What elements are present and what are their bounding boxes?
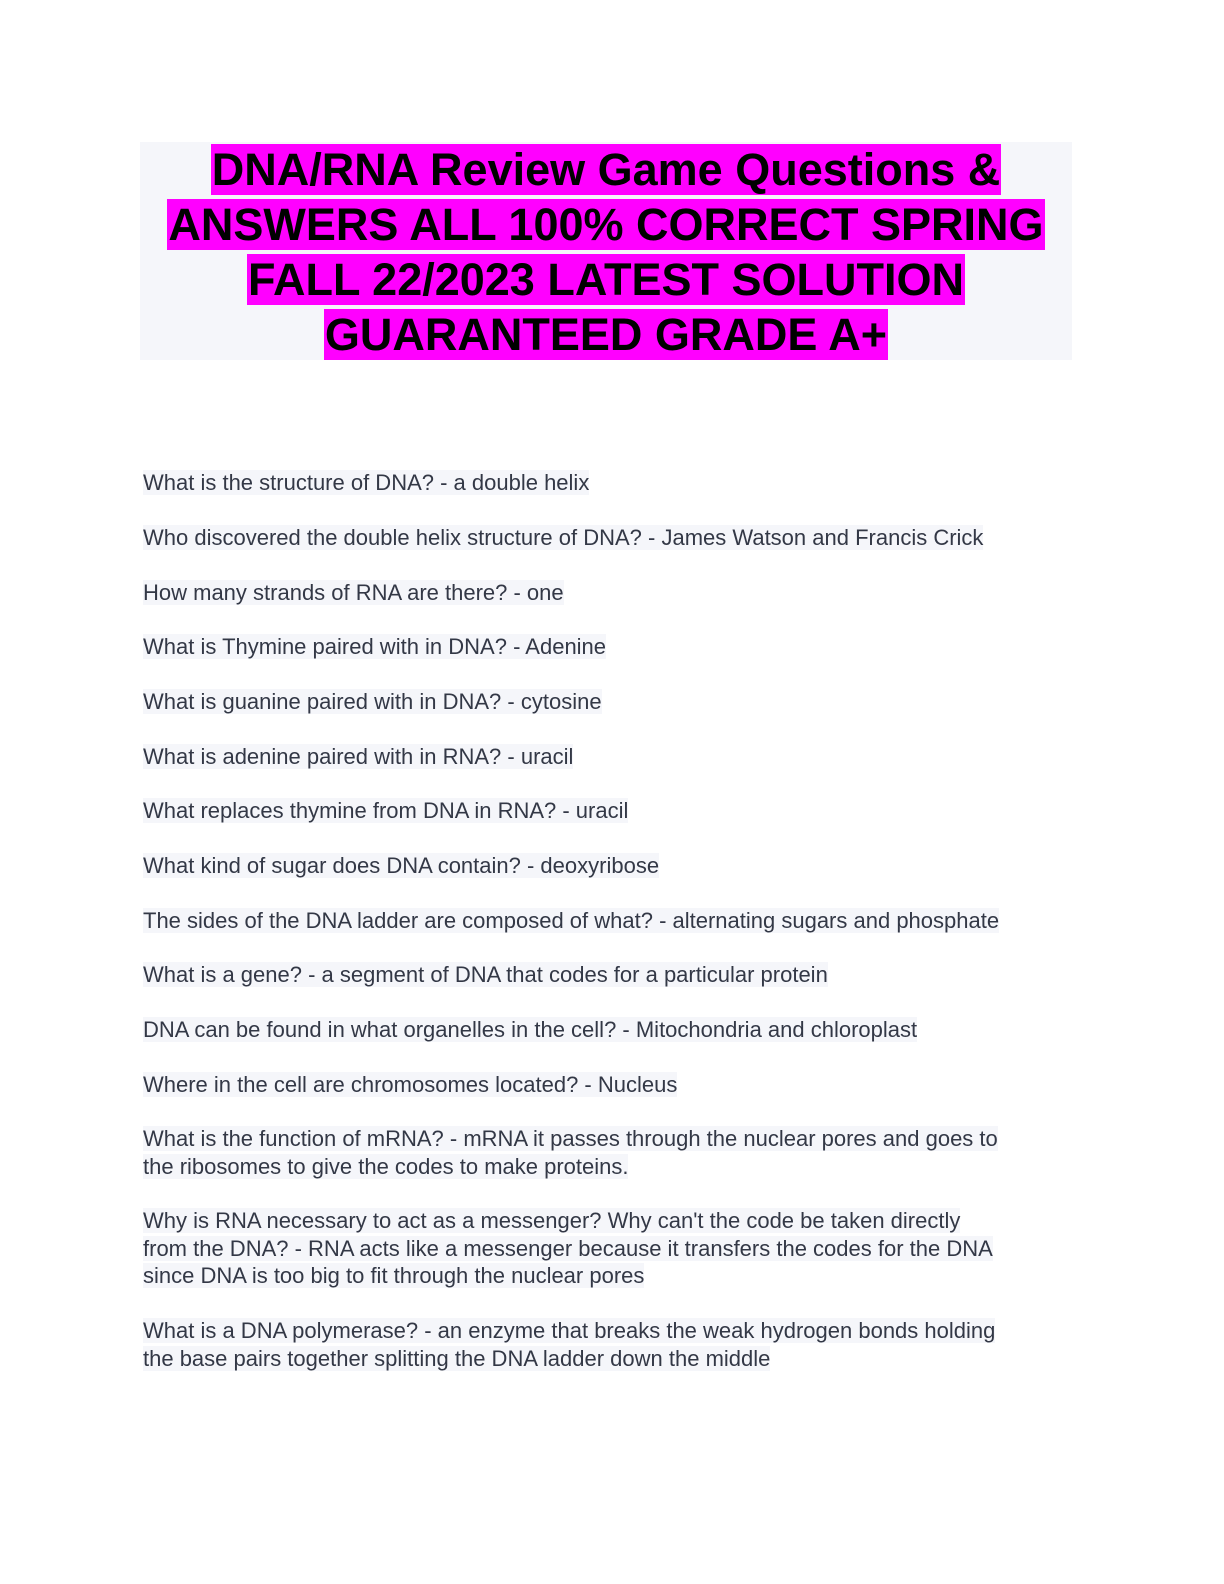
qa-text: DNA can be found in what organelles in the cell? - Mitochondria and chloroplast <box>143 1017 918 1042</box>
qa-item <box>143 1207 993 1290</box>
qa-text: How many strands of RNA are there? - one <box>143 580 564 605</box>
qa-item <box>143 1071 677 1099</box>
qa-item <box>143 1125 998 1180</box>
qa-text: Who discovered the double helix structure of DNA? - James Watson and Francis Crick <box>143 525 984 550</box>
qa-text: What replaces thymine from DNA in RNA? - uracil <box>143 798 629 823</box>
qa-item <box>143 907 999 935</box>
qa-text: What is adenine paired with in RNA? - uracil <box>143 744 574 769</box>
qa-text: What is guanine paired with in DNA? - cytosine <box>143 689 602 714</box>
qa-item <box>143 743 573 771</box>
qa-text: What is a gene? - a segment of DNA that codes for a particular protein <box>143 962 828 987</box>
title-line-4: GUARANTEED GRADE A+ <box>324 309 888 360</box>
qa-text: What is the structure of DNA? - a double helix <box>143 470 590 495</box>
qa-text: The sides of the DNA ladder are composed of what? - alternating sugars and phosphate <box>143 908 1000 933</box>
qa-item <box>143 961 828 989</box>
qa-text: What is a DNA polymerase? - an enzyme that breaks the weak hydrogen bonds holding the base pairs together splitting the DNA ladder down the middle <box>143 1318 996 1371</box>
qa-item <box>143 1317 995 1372</box>
qa-text: What is the function of mRNA? - mRNA it passes through the nuclear pores and goes to the ribosomes to give the codes to make proteins. <box>143 1126 998 1179</box>
qa-item <box>143 633 606 661</box>
qa-item <box>143 579 564 607</box>
qa-text: What is Thymine paired with in DNA? - Adenine <box>143 634 607 659</box>
qa-item <box>143 852 659 880</box>
title-box <box>140 142 1072 360</box>
qa-item <box>143 1016 917 1044</box>
qa-item <box>143 469 589 497</box>
qa-item <box>143 797 628 825</box>
document-title <box>140 142 1072 362</box>
title-line-3: FALL 22/2023 LATEST SOLUTION <box>248 254 964 305</box>
qa-item <box>143 688 602 716</box>
qa-item <box>143 524 983 552</box>
title-line-1: DNA/RNA Review Game Questions & <box>211 144 1001 195</box>
qa-text: Where in the cell are chromosomes located? - Nucleus <box>143 1072 678 1097</box>
qa-text: Why is RNA necessary to act as a messenger? Why can't the code be taken directly from the DNA? - RNA acts like a messenger because it transfers the codes for the DNA since DNA is too big to fit through the nuclear pores <box>143 1208 993 1288</box>
qa-text: What kind of sugar does DNA contain? - deoxyribose <box>143 853 660 878</box>
title-line-2: ANSWERS ALL 100% CORRECT SPRING <box>168 199 1044 250</box>
